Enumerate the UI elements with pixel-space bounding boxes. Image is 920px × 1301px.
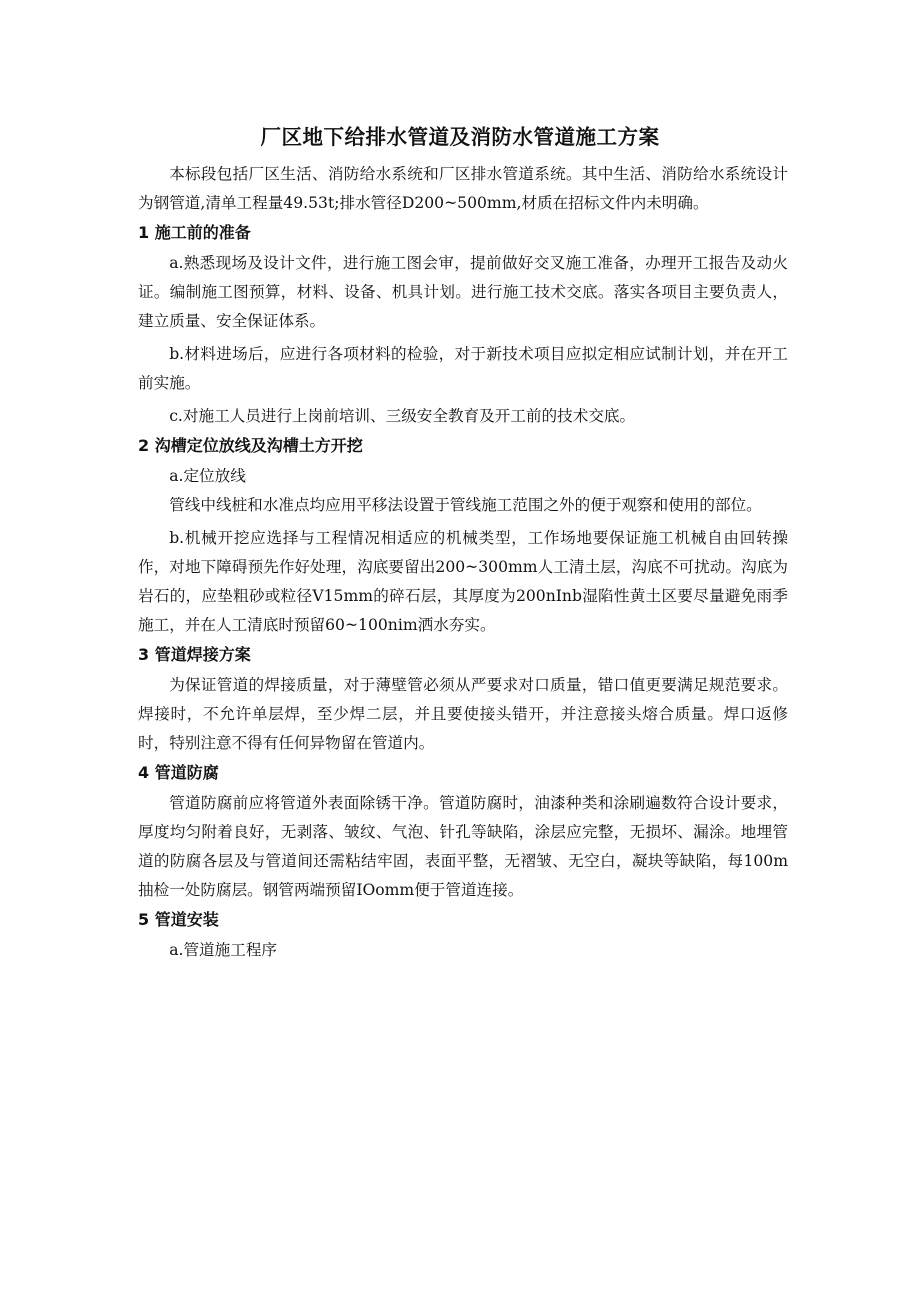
paragraph: a.管道施工程序 xyxy=(169,941,278,959)
paragraph: b.材料进场后，应进行各项材料的检验，对于新技术项目应拟定相应试制计划，并在开工前实施。 xyxy=(138,345,788,392)
section-heading-installation: 5 管道安装 xyxy=(138,910,219,929)
document-body xyxy=(138,160,788,965)
paragraph: c.对施工人员进行上岗前培训、三级安全教育及开工前的技术交底。 xyxy=(169,407,636,425)
section-heading-welding: 3 管道焊接方案 xyxy=(138,645,251,664)
paragraph: a.定位放线 xyxy=(169,467,246,485)
paragraph: 管线中线桩和水准点均应用平移法设置于管线施工范围之外的便于观察和使用的部位。 xyxy=(169,496,762,514)
paragraph: b.机械开挖应选择与工程情况相适应的机械类型，工作场地要保证施工机械自由回转操作，对地下障碍预先作好处理，沟底要留出200~300mm人工清土层，沟底不可扰动。沟底为岩石的，应垫粗砂或粒径V15mm的碎石层，其厚度为200nInb湿陷性黄土区要尽量避免雨季施工，并在人工清底时预留60~100nim洒水夯实。 xyxy=(138,529,788,634)
section-heading-anticorrosion: 4 管道防腐 xyxy=(138,763,219,782)
paragraph: 管道防腐前应将管道外表面除锈干净。管道防腐时，油漆种类和涂刷遍数符合设计要求，厚度均匀附着良好，无剥落、皱纹、气泡、针孔等缺陷，涂层应完整，无损坏、漏涂。地埋管道的防腐各层及与管道间还需粘结牢固，表面平整，无褶皱、无空白，凝块等缺陷，每100m抽检一处防腐层。钢管两端预留IOomm便于管道连接。 xyxy=(138,794,788,899)
paragraph: a.熟悉现场及设计文件，进行施工图会审，提前做好交叉施工准备，办理开工报告及动火证。编制施工图预算，材料、设备、机具计划。进行施工技术交底。落实各项目主要负责人，建立质量、安全保证体系。 xyxy=(138,254,788,330)
section-heading-trench: 2 沟槽定位放线及沟槽土方开挖 xyxy=(138,436,363,455)
document-title: 厂区地下给排水管道及消防水管道施工方案 xyxy=(260,125,660,149)
paragraph: 为保证管道的焊接质量，对于薄壁管必须从严要求对口质量，错口值更要满足规范要求。焊接时，不允许单层焊，至少焊二层，并且要使接头错开，并注意接头熔合质量。焊口返修时，特别注意不得有任何异物留在管道内。 xyxy=(138,676,788,752)
section-heading-preparation: 1 施工前的准备 xyxy=(138,223,251,242)
intro-paragraph: 本标段包括厂区生活、消防给水系统和厂区排水管道系统。其中生活、消防给水系统设计为钢管道,清单工程量49.53t;排水管径D200~500mm,材质在招标文件内未明确。 xyxy=(138,165,788,212)
